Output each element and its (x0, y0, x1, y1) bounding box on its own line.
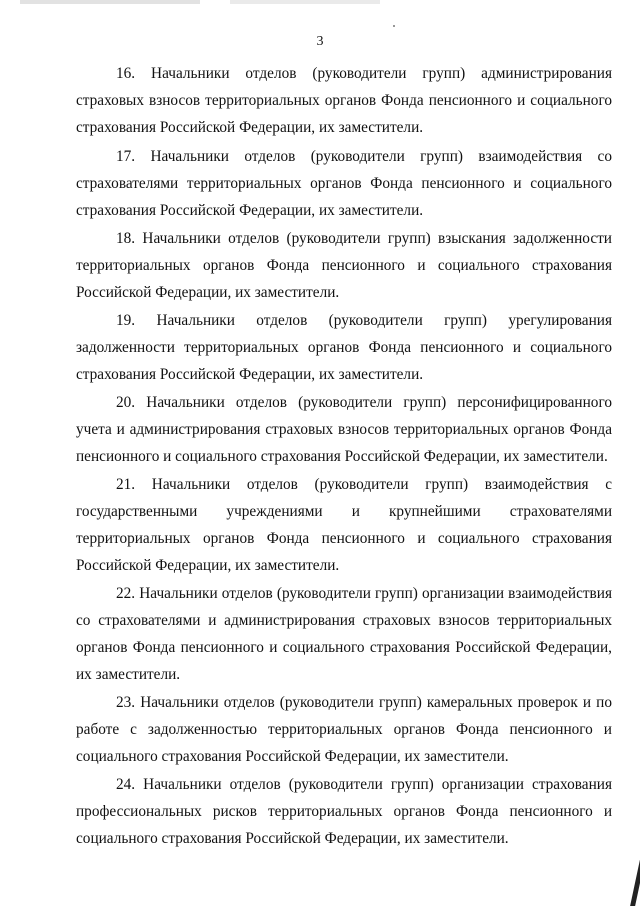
list-item: 20. Начальники отделов (руководители групп) персонифицированного учета и администрирования страховых взносов территориальных органов Фонда пенсионного и социального страхования Российской Федерации, их заместители. (76, 394, 612, 465)
list-item: 17. Начальники отделов (руководители групп) взаимодействия со страхователями территориальных органов Фонда пенсионного и социального страхования Российской Федерации, их заместители. (76, 148, 612, 219)
scan-edge-mark (630, 860, 640, 906)
list-item: 21. Начальники отделов (руководители групп) взаимодействия с государственными учреждениями и крупнейшими страхователями территориальных органов Фонда пенсионного и социального страхования Российской Федерации, их заместители. (76, 476, 612, 574)
list-item: 23. Начальники отделов (руководители групп) камеральных проверок и по работе с задолженностью территориальных органов Фонда пенсионного и социального страхования Российской Федерации, их заместители. (76, 694, 612, 765)
scan-speck (393, 25, 395, 27)
page-number: 3 (316, 34, 324, 49)
list-item: 19. Начальники отделов (руководители групп) урегулирования задолженности территориальных органов Фонда пенсионного и социального страхования Российской Федерации, их заместители. (76, 312, 612, 383)
document-body (76, 60, 612, 852)
list-item: 22. Начальники отделов (руководители групп) организации взаимодействия со страхователями и администрирования страховых взносов территориальных органов Фонда пенсионного и социального страхования Российской Федерации, их заместители. (76, 585, 612, 683)
list-item: 18. Начальники отделов (руководители групп) взыскания задолженности территориальных органов Фонда пенсионного и социального страхования Российской Федерации, их заместители. (76, 230, 612, 301)
list-item: 24. Начальники отделов (руководители групп) организации страхования профессиональных рисков территориальных органов Фонда пенсионного и социального страхования Российской Федерации, их заместители. (76, 776, 612, 847)
list-item: 16. Начальники отделов (руководители групп) администрирования страховых взносов территориальных органов Фонда пенсионного и социального страхования Российской Федерации, их заместители. (76, 65, 612, 136)
scan-top-edge (0, 0, 640, 4)
